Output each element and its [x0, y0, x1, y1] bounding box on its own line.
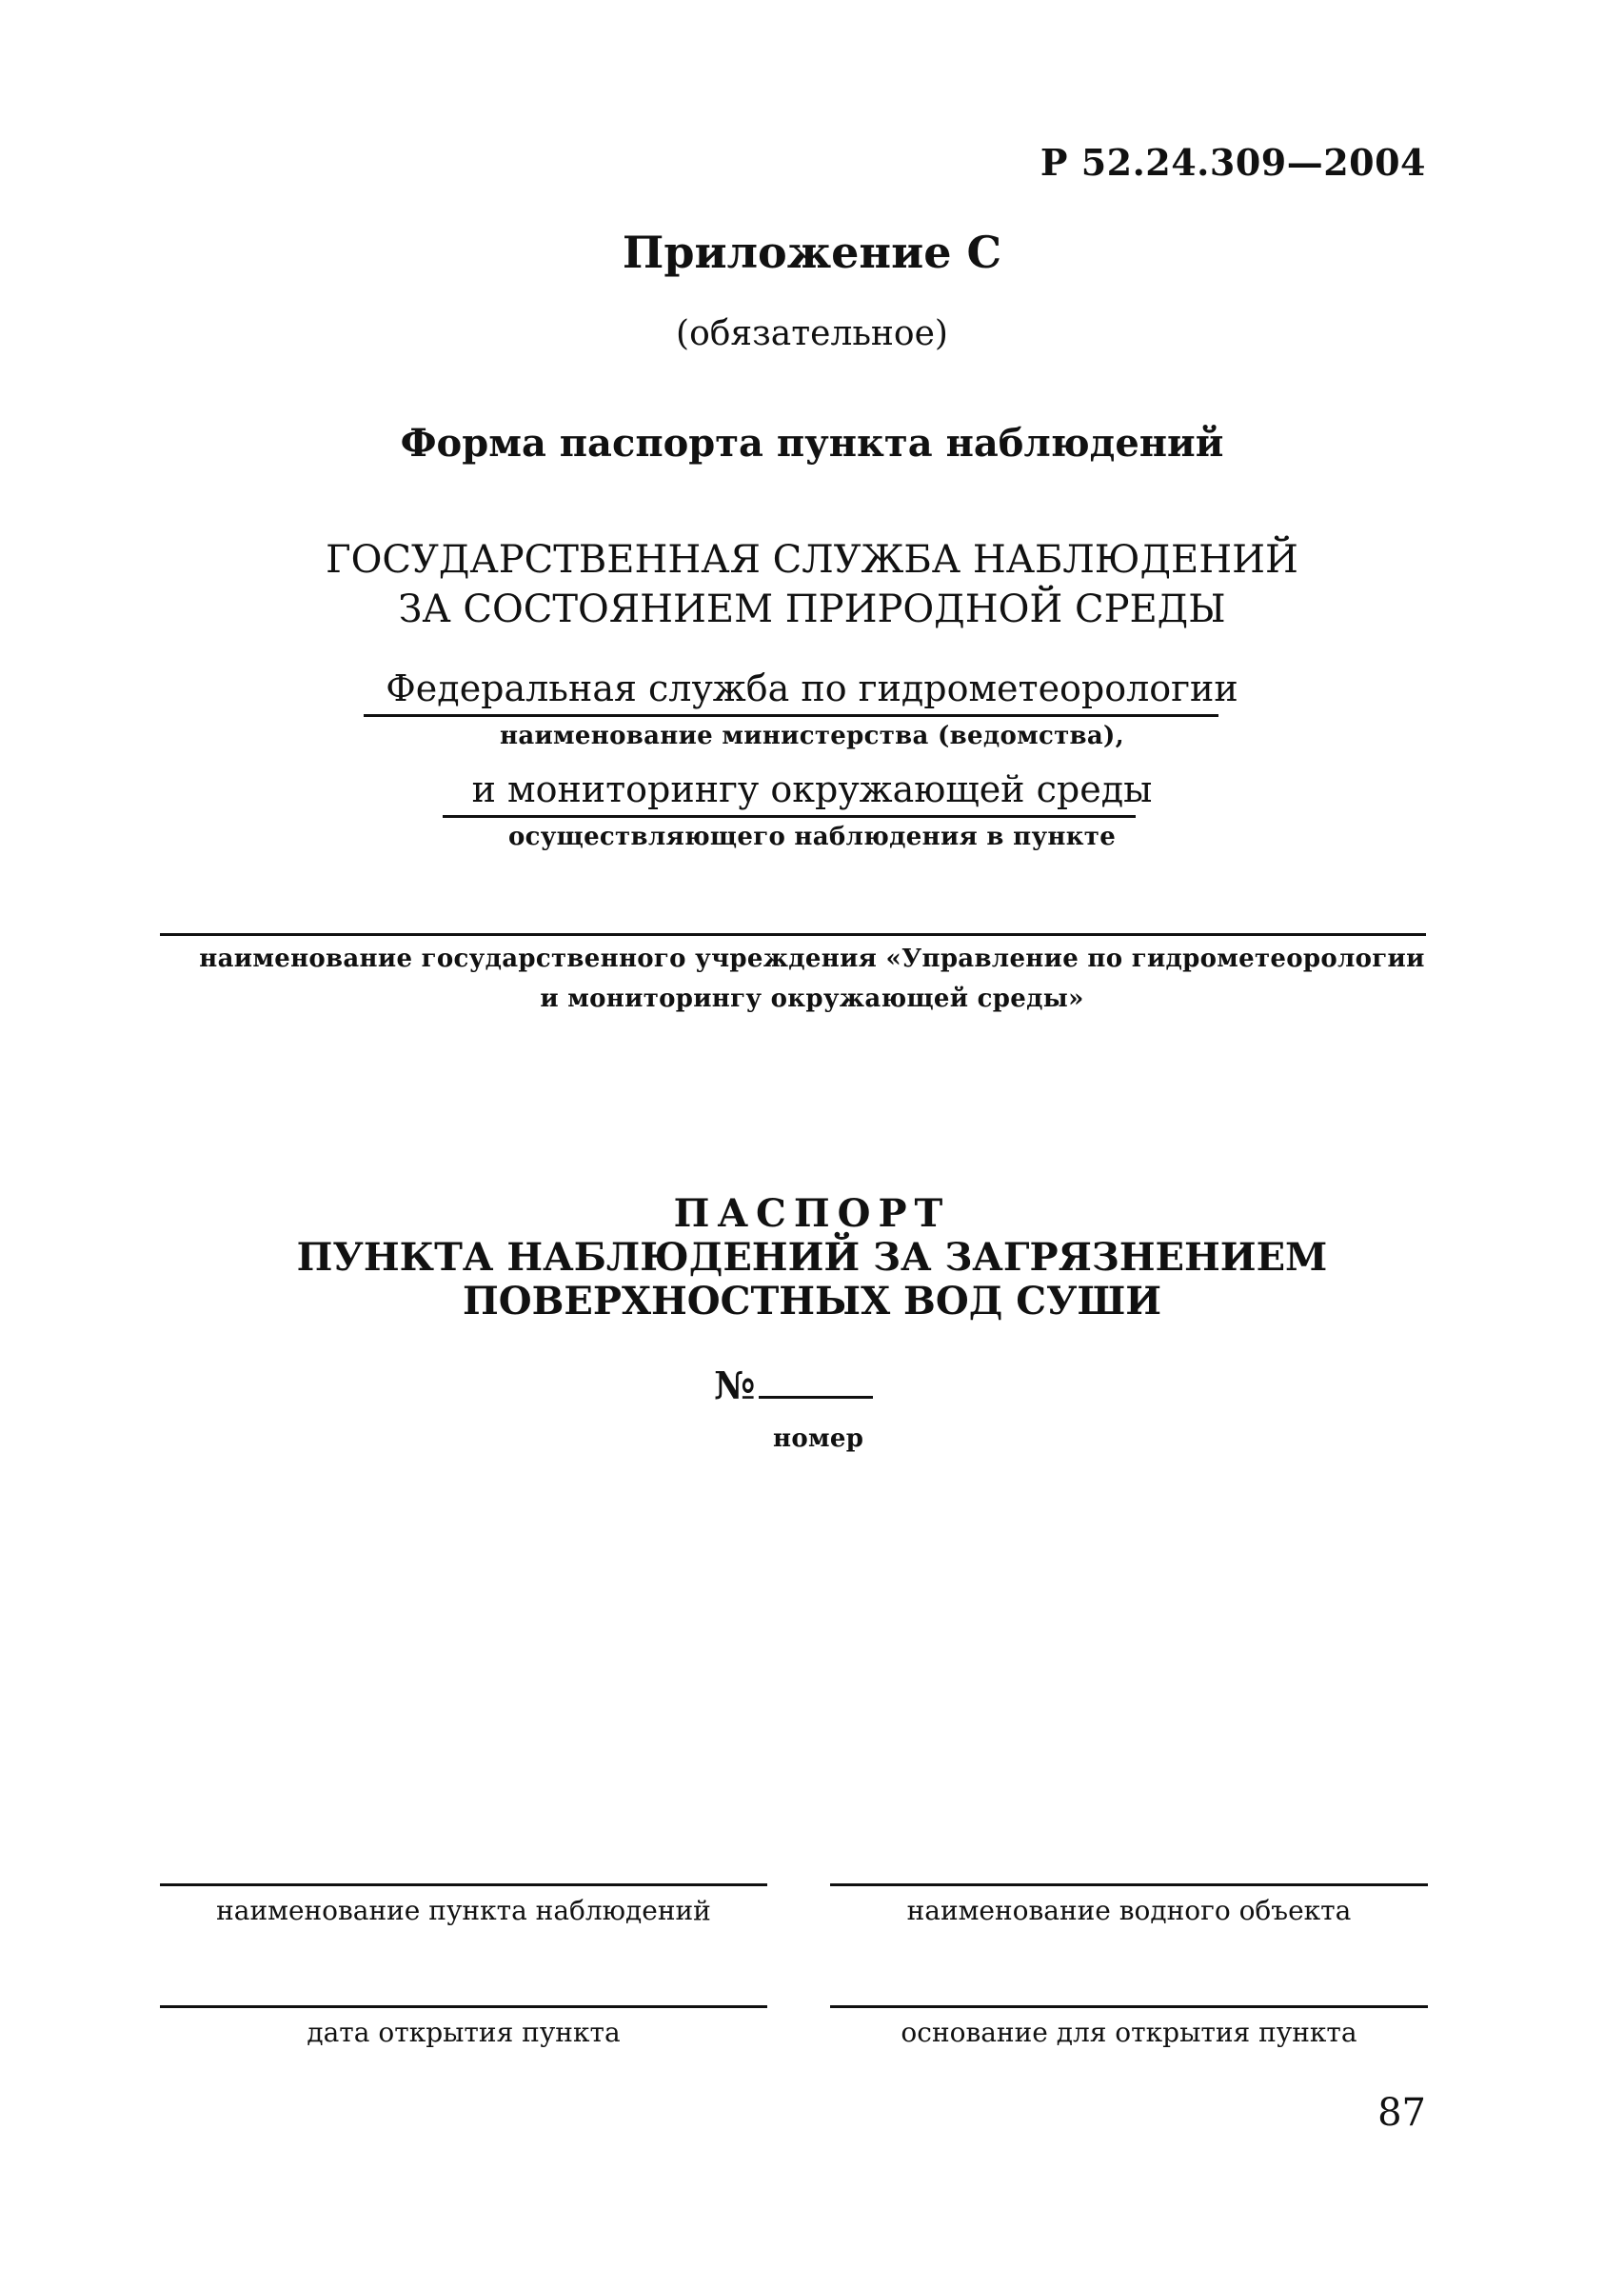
document-code: Р 52.24.309—2004 — [1040, 141, 1426, 184]
passport-title-line-3: ПОВЕРХНОСТНЫХ ВОД СУШИ — [462, 1279, 1162, 1324]
number-sign: № — [714, 1363, 756, 1408]
annex-status: (обязательное) — [676, 314, 948, 353]
ministry-value-line-1: Федеральная служба по гидрометеорологии — [386, 667, 1238, 709]
page-number: 87 — [1377, 2091, 1426, 2135]
point-name-underline — [160, 1883, 767, 1886]
number-blank-line — [759, 1369, 873, 1399]
water-body-underline — [830, 1883, 1428, 1886]
open-basis-underline — [830, 2005, 1428, 2008]
annex-title: Приложение С — [622, 227, 1002, 278]
institution-caption-1: наименование государственного учреждения «Управление по гидрометеорологии — [199, 945, 1425, 973]
form-title: Форма паспорта пункта наблюдений — [400, 421, 1224, 466]
passport-title-line-2: ПУНКТА НАБЛЮДЕНИЙ ЗА ЗАГРЯЗНЕНИЕМ — [296, 1235, 1328, 1280]
passport-title-line-1: ПАСПОРТ — [673, 1191, 951, 1236]
water-body-caption: наименование водного объекта — [906, 1895, 1352, 1926]
open-date-caption: дата открытия пункта — [307, 2017, 621, 2048]
service-name — [0, 535, 1624, 634]
passport-number-field — [714, 1363, 873, 1408]
service-line-1: ГОСУДАРСТВЕННАЯ СЛУЖБА НАБЛЮДЕНИЙ — [326, 538, 1298, 582]
number-caption: номер — [773, 1424, 864, 1453]
ministry-caption-1: наименование министерства (ведомства), — [499, 722, 1124, 750]
open-basis-caption: основание для открытия пункта — [901, 2017, 1357, 2048]
ministry-caption-2: осуществляющего наблюдения в пункте — [507, 823, 1117, 851]
service-line-2: ЗА СОСТОЯНИЕМ ПРИРОДНОЙ СРЕДЫ — [398, 587, 1226, 631]
ministry-underline-1 — [364, 714, 1218, 717]
passport-title — [0, 1192, 1624, 1324]
open-date-underline — [160, 2005, 767, 2008]
institution-caption-2: и мониторингу окружающей среды» — [540, 985, 1084, 1013]
institution-underline — [160, 933, 1426, 936]
ministry-underline-2 — [443, 815, 1136, 818]
ministry-value-line-2: и мониторингу окружающей среды — [471, 768, 1153, 810]
point-name-caption: наименование пункта наблюдений — [216, 1895, 711, 1926]
